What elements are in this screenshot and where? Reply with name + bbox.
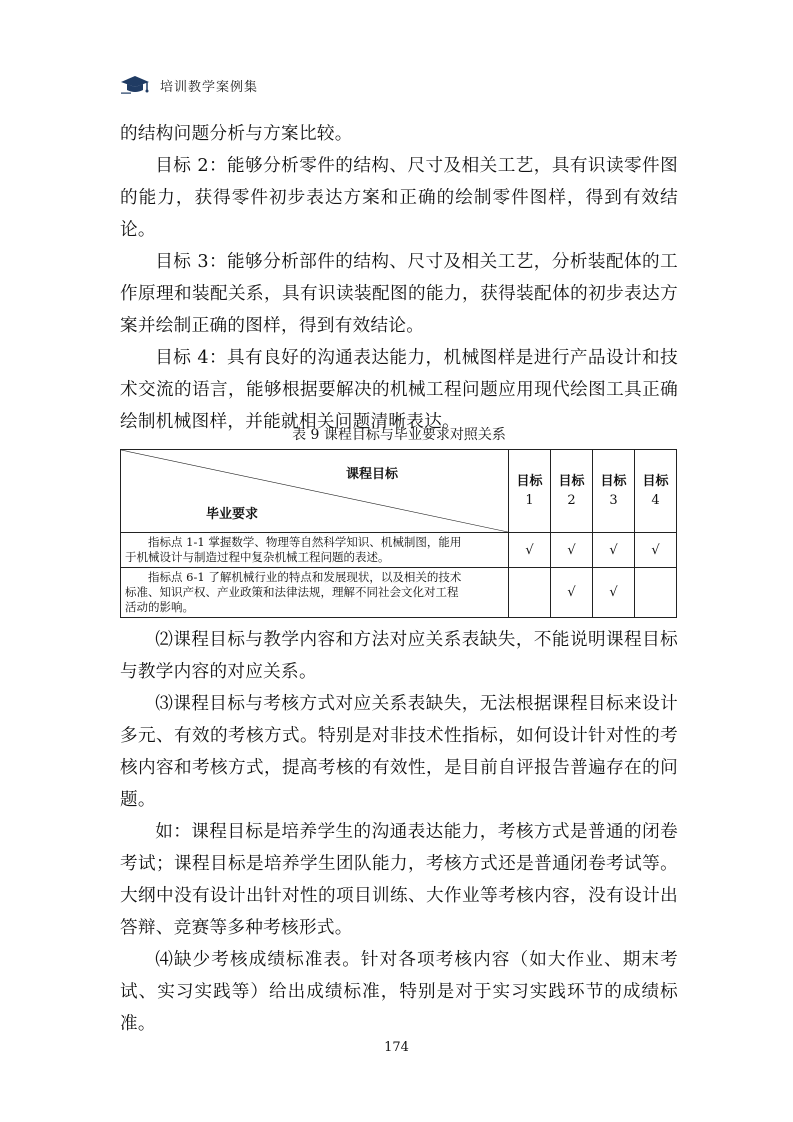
- check-cell: √: [593, 568, 635, 618]
- goal-header-2: [551, 450, 593, 533]
- goal-requirement-table: [120, 449, 677, 618]
- check-cell: √: [551, 568, 593, 618]
- indicator-line: 指标点 1-1 掌握数学、物理等自然科学知识、机械制图，能用: [148, 535, 462, 549]
- indicator-line: 指标点 6-1 了解机械行业的特点和发展现状，以及相关的技术: [148, 570, 462, 584]
- body-text-bottom: [120, 624, 678, 1040]
- diagonal-header-cell: [121, 450, 509, 533]
- table-caption: 表 9 课程目标与毕业要求对照关系: [292, 427, 506, 443]
- indicator-line: 标准、知识产权、产业政策和法律法规，理解不同社会文化对工程: [125, 585, 459, 599]
- diagonal-line: [121, 450, 508, 532]
- goal-header-label: 目标: [642, 474, 669, 489]
- check-cell: √: [551, 533, 593, 568]
- paragraph-goal-3: 目标 3：能够分析部件的结构、尺寸及相关工艺，分析装配体的工作原理和装配关系，具有识读装配图的能力，获得装配体的初步表达方案并绘制正确的图样，得到有效结论。: [120, 252, 678, 336]
- goal-header-3: [593, 450, 635, 533]
- goal-header-label: 目标: [516, 474, 543, 489]
- paragraph-item-2: ⑵课程目标与教学内容和方法对应关系表缺失，不能说明课程目标与教学内容的对应关系。: [120, 630, 678, 682]
- indicator-cell: [121, 533, 509, 568]
- goal-header-label: 目标: [558, 474, 585, 489]
- goal-header-label: 目标: [600, 474, 627, 489]
- goal-header-number: 1: [525, 493, 534, 508]
- corner-label-course-goals: 课程目标: [345, 467, 398, 482]
- check-cell: [509, 568, 551, 618]
- corner-label-graduation-requirements: 毕业要求: [206, 507, 259, 522]
- goal-header-number: 2: [567, 493, 576, 508]
- table-header-row: [121, 450, 677, 533]
- indicator-cell: [121, 568, 509, 618]
- goal-header-number: 3: [609, 493, 618, 508]
- table-row: [121, 568, 677, 618]
- paragraph-item-3: ⑶课程目标与考核方式对应关系表缺失，无法根据课程目标来设计多元、有效的考核方式。特别是对非技术性指标，如何设计针对性的考核内容和考核方式，提高考核的有效性，是目前自评报告普遍存在的问题。: [120, 694, 678, 810]
- paragraph-goal-2: 目标 2：能够分析零件的结构、尺寸及相关工艺，具有识读零件图的能力，获得零件初步表达方案和正确的绘制零件图样，得到有效结论。: [120, 156, 678, 240]
- table-row: [121, 533, 677, 568]
- check-cell: √: [635, 533, 677, 568]
- indicator-line: 活动的影响。: [125, 600, 194, 614]
- header-title: 培训教学案例集: [160, 79, 259, 95]
- check-cell: √: [593, 533, 635, 568]
- paragraph-item-4: ⑷缺少考核成绩标准表。针对各项考核内容（如大作业、期末考试、实习实践等）给出成绩标准，特别是对于实习实践环节的成绩标准。: [120, 950, 678, 1034]
- paragraph-example: 如：课程目标是培养学生的沟通表达能力，考核方式是普通的闭卷考试；课程目标是培养学生团队能力，考核方式还是普通闭卷考试等。大纲中没有设计出针对性的项目训练、大作业等考核内容，没有设计出答辩、竞赛等多种考核形式。: [120, 822, 678, 938]
- page-number: 174: [384, 1040, 409, 1055]
- graduation-cap-icon: [120, 75, 150, 95]
- paragraph-goal-4: 目标 4：具有良好的沟通表达能力，机械图样是进行产品设计和技术交流的语言，能够根据要解决的机械工程问题应用现代绘图工具正确绘制机械图样，并能就相关问题清晰表达。: [120, 348, 678, 432]
- check-cell: √: [509, 533, 551, 568]
- page-header: [120, 74, 258, 96]
- goal-header-1: [509, 450, 551, 533]
- indicator-line: 于机械设计与制造过程中复杂机械工程问题的表述。: [125, 550, 390, 564]
- body-text-top: [120, 118, 678, 438]
- goal-header-4: [635, 450, 677, 533]
- goal-header-number: 4: [651, 493, 660, 508]
- paragraph: 的结构问题分析与方案比较。: [120, 124, 353, 144]
- check-cell: [635, 568, 677, 618]
